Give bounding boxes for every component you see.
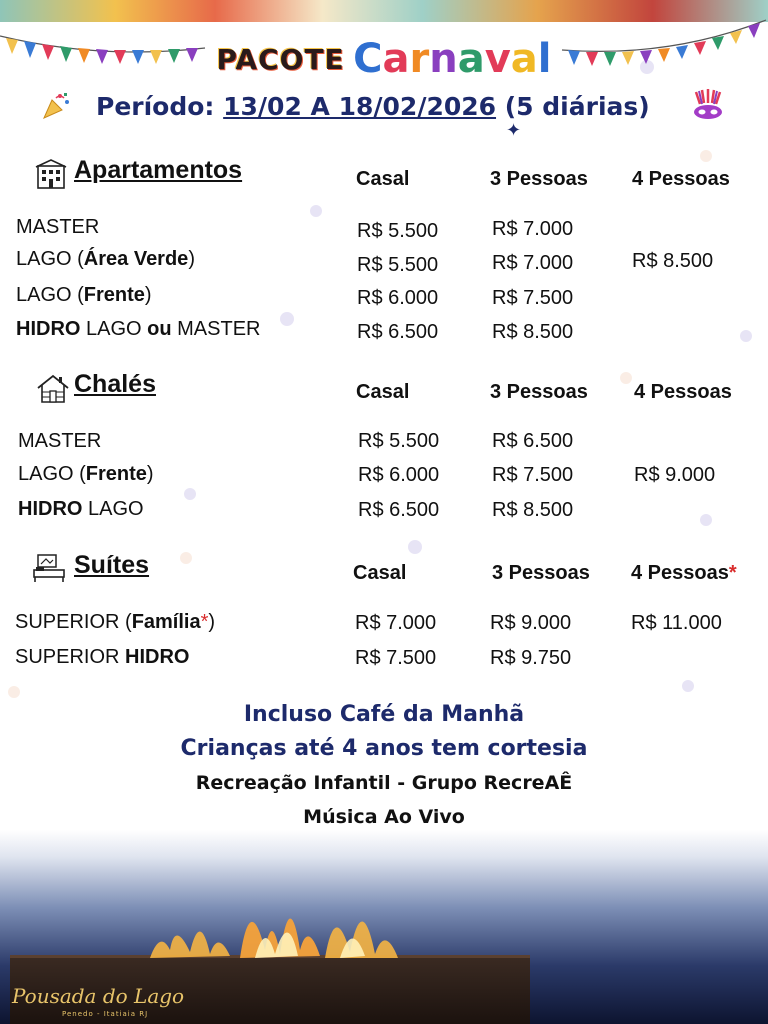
sparkle-icon: ✦ (506, 120, 522, 140)
price-apto-hidro-casal: R$ 6.500 (357, 321, 439, 343)
section-title-suites: Suítes (74, 551, 150, 579)
price-suite-superior-casal: R$ 7.000 (355, 612, 437, 634)
confetti-dot (700, 514, 712, 526)
row-suite-superior-hidro: SUPERIOR HIDRO (15, 646, 190, 668)
note-recreation: Recreação Infantil - Grupo RecreAÊ (195, 772, 573, 794)
apartment-building-icon (34, 158, 68, 190)
note-music: Música Ao Vivo (303, 806, 465, 828)
col-header-4-pessoas: 4 Pessoas (632, 168, 730, 190)
price-chale-master-casal: R$ 5.500 (358, 430, 440, 452)
price-suite-superior-4p: R$ 11.000 (631, 612, 722, 634)
period-nights: (5 diárias) (504, 92, 650, 121)
row-apto-lago-area-verde: LAGO (Área Verde) (16, 248, 195, 270)
package-title (0, 36, 768, 86)
price-chale-lago-frente-4p: R$ 9.000 (634, 464, 716, 486)
row-chale-hidro: HIDRO LAGO (18, 498, 144, 520)
col-header-3-pessoas: 3 Pessoas (492, 562, 590, 584)
row-suite-superior-familia: SUPERIOR (Família*) (15, 611, 216, 633)
price-apto-hidro-3p: R$ 8.500 (492, 321, 574, 343)
row-chale-master: MASTER (18, 430, 102, 452)
row-apto-hidro: HIDRO LAGO ou MASTER (16, 318, 261, 340)
pousada-logo: Pousada do Lago (12, 984, 185, 1008)
section-title-apartamentos: Apartamentos (74, 156, 243, 184)
suite-bed-icon (32, 552, 66, 584)
price-apto-lago-frente-3p: R$ 7.500 (492, 287, 574, 309)
price-apto-lago-frente-casal: R$ 6.000 (357, 287, 439, 309)
confetti-dot (682, 680, 694, 692)
row-chale-lago-frente: LAGO (Frente) (18, 463, 154, 485)
price-chale-master-3p: R$ 6.500 (492, 430, 574, 452)
period-line (96, 92, 650, 132)
confetti-dot (310, 205, 322, 217)
period-label: Período: (96, 92, 215, 121)
price-apto-lago-verde-4p: R$ 8.500 (632, 250, 714, 272)
price-suite-hidro-casal: R$ 7.500 (355, 647, 437, 669)
col-header-3-pessoas: 3 Pessoas (490, 168, 588, 190)
col-header-4-pessoas: 4 Pessoas (634, 381, 732, 403)
confetti-dot (408, 540, 422, 554)
chalet-house-icon (36, 372, 70, 404)
col-header-casal: Casal (353, 562, 407, 584)
price-apto-lago-verde-3p: R$ 7.000 (492, 252, 574, 274)
title-prefix: PACOTE (216, 42, 345, 76)
price-chale-lago-frente-casal: R$ 6.000 (358, 464, 440, 486)
price-chale-hidro-3p: R$ 8.500 (492, 499, 574, 521)
col-header-casal: Casal (356, 381, 410, 403)
period-dates: 13/02 A 18/02/2026 (223, 92, 497, 121)
confetti-dot (184, 488, 196, 500)
flames-image (130, 880, 410, 960)
party-popper-icon (40, 90, 72, 122)
confetti-dot (180, 552, 192, 564)
confetti-dot (280, 312, 294, 326)
price-suite-hidro-3p: R$ 9.750 (490, 647, 572, 669)
row-apto-master: MASTER (16, 216, 100, 238)
price-apto-master-3p: R$ 7.000 (492, 218, 574, 240)
package-notes (0, 698, 768, 834)
note-children: Crianças até 4 anos tem cortesia (180, 736, 588, 761)
pousada-location: Penedo - Itatiaia RJ (62, 1010, 149, 1018)
section-title-chales: Chalés (74, 370, 156, 398)
note-breakfast: Incluso Café da Manhã (243, 702, 525, 727)
confetti-dot (620, 372, 632, 384)
price-chale-lago-frente-3p: R$ 7.500 (492, 464, 574, 486)
confetti-dot (8, 686, 20, 698)
price-chale-hidro-casal: R$ 6.500 (358, 499, 440, 521)
price-apto-lago-verde-casal: R$ 5.500 (357, 254, 439, 276)
price-apto-master-casal: R$ 5.500 (357, 220, 439, 242)
col-header-4-pessoas-star: 4 Pessoas* (631, 562, 737, 584)
col-header-3-pessoas: 3 Pessoas (490, 381, 588, 403)
col-header-casal: Casal (356, 168, 410, 190)
price-suite-superior-3p: R$ 9.000 (490, 612, 572, 634)
row-apto-lago-frente: LAGO (Frente) (16, 284, 152, 306)
confetti-dot (740, 330, 752, 342)
title-main: Carnaval (353, 36, 552, 82)
confetti-dot (700, 150, 712, 162)
carnival-mask-icon (690, 88, 726, 124)
